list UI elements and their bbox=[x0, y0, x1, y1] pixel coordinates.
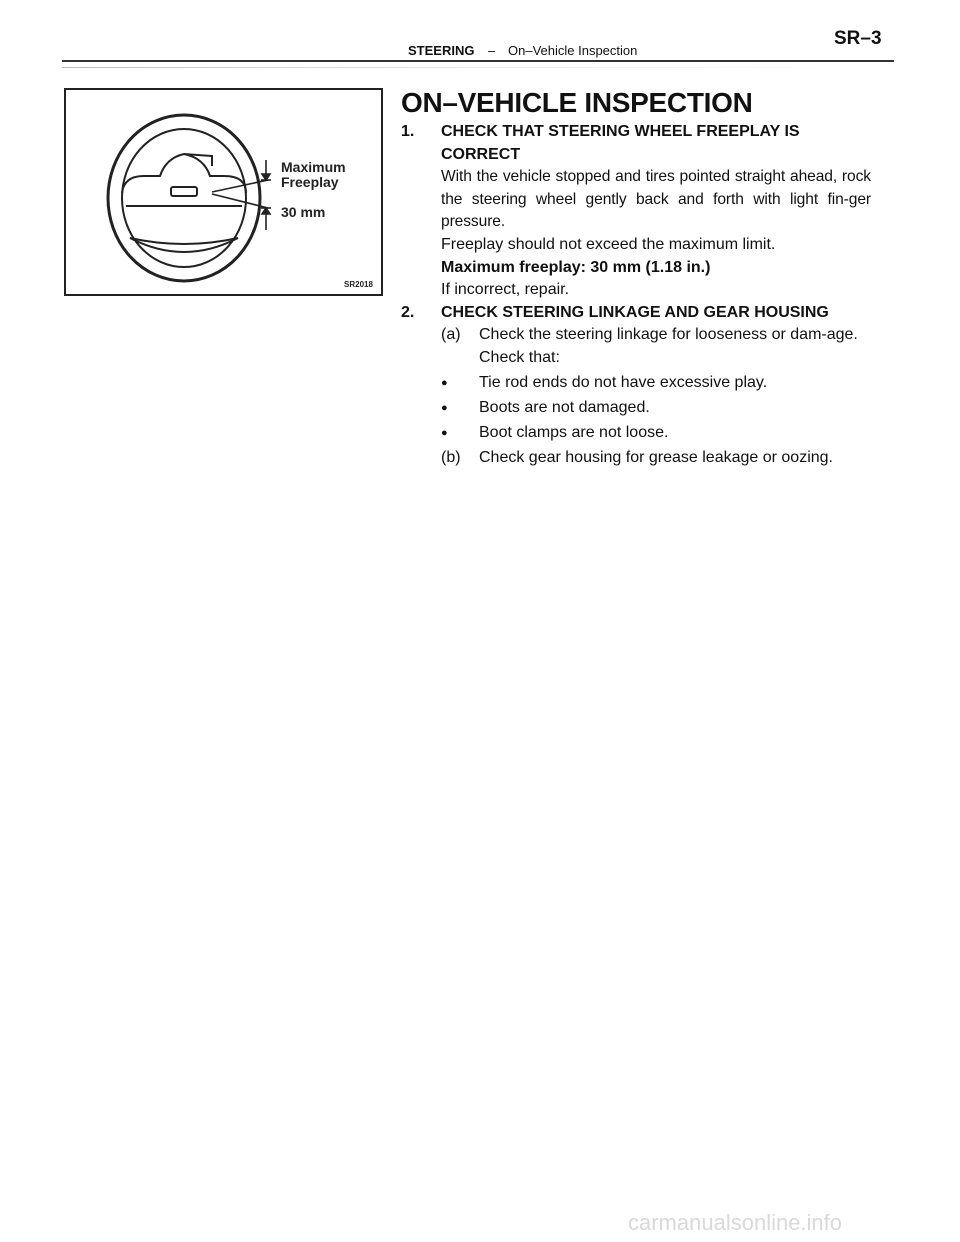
header-separator: – bbox=[488, 43, 496, 58]
page-header bbox=[0, 0, 960, 70]
step-1-para3: If incorrect, repair. bbox=[441, 281, 570, 299]
bullet-item bbox=[441, 422, 871, 445]
step-1-heading-line1: CHECK THAT STEERING WHEEL FREEPLAY IS bbox=[441, 123, 800, 140]
step-2b-text: Check gear housing for grease leakage or oozing. bbox=[479, 448, 833, 466]
watermark: carmanualsonline.info bbox=[628, 1210, 843, 1235]
header-rule bbox=[62, 60, 894, 62]
step-2-number: 2. bbox=[401, 303, 415, 321]
step-2 bbox=[401, 302, 871, 325]
step-2-heading: CHECK STEERING LINKAGE AND GEAR HOUSING bbox=[441, 303, 829, 321]
step-1-spec: Maximum freeplay: 30 mm (1.18 in.) bbox=[441, 258, 711, 276]
bullet-text: Tie rod ends do not have excessive play. bbox=[479, 374, 768, 392]
bullet-item bbox=[441, 372, 871, 395]
bullet-item bbox=[441, 397, 871, 420]
step-2a bbox=[441, 324, 871, 369]
label-30mm: 30 mm bbox=[281, 204, 326, 220]
step-2b bbox=[441, 447, 871, 470]
main-content bbox=[401, 86, 871, 469]
bullet-icon: ● bbox=[441, 402, 448, 415]
step-2b-label: (b) bbox=[441, 448, 461, 466]
page-number: SR–3 bbox=[834, 28, 882, 49]
page-title: ON–VEHICLE INSPECTION bbox=[401, 87, 753, 118]
steering-wheel-figure bbox=[64, 88, 383, 296]
step-1-number: 1. bbox=[401, 123, 415, 140]
step-2a-text: Check the steering linkage for looseness or dam-age. bbox=[479, 326, 858, 344]
bullet-icon: ● bbox=[441, 427, 448, 440]
bullet-text: Boot clamps are not loose. bbox=[479, 424, 669, 442]
header-section: STEERING bbox=[408, 43, 475, 58]
step-1-para1: With the vehicle stopped and tires pointed straight ahead, rock the steering wheel gently back and forth with light fin-ger pressure. bbox=[441, 168, 871, 231]
step-1 bbox=[401, 121, 871, 302]
step-2a-label: (a) bbox=[441, 326, 461, 344]
header-subsection: On–Vehicle Inspection bbox=[508, 43, 638, 58]
step-2a-body bbox=[479, 324, 871, 369]
header-rule-faint bbox=[62, 67, 862, 68]
bullet-text: Boots are not damaged. bbox=[479, 399, 650, 417]
label-freeplay: Freeplay bbox=[281, 174, 339, 190]
step-1-body bbox=[441, 121, 871, 302]
step-2a-check: Check that: bbox=[479, 348, 560, 366]
figure-code: SR2018 bbox=[344, 280, 373, 289]
bullet-icon: ● bbox=[441, 377, 448, 390]
step-1-heading-line2: CORRECT bbox=[441, 145, 521, 163]
label-maximum: Maximum bbox=[281, 159, 346, 175]
step-1-para2: Freeplay should not exceed the maximum limit. bbox=[441, 235, 776, 253]
